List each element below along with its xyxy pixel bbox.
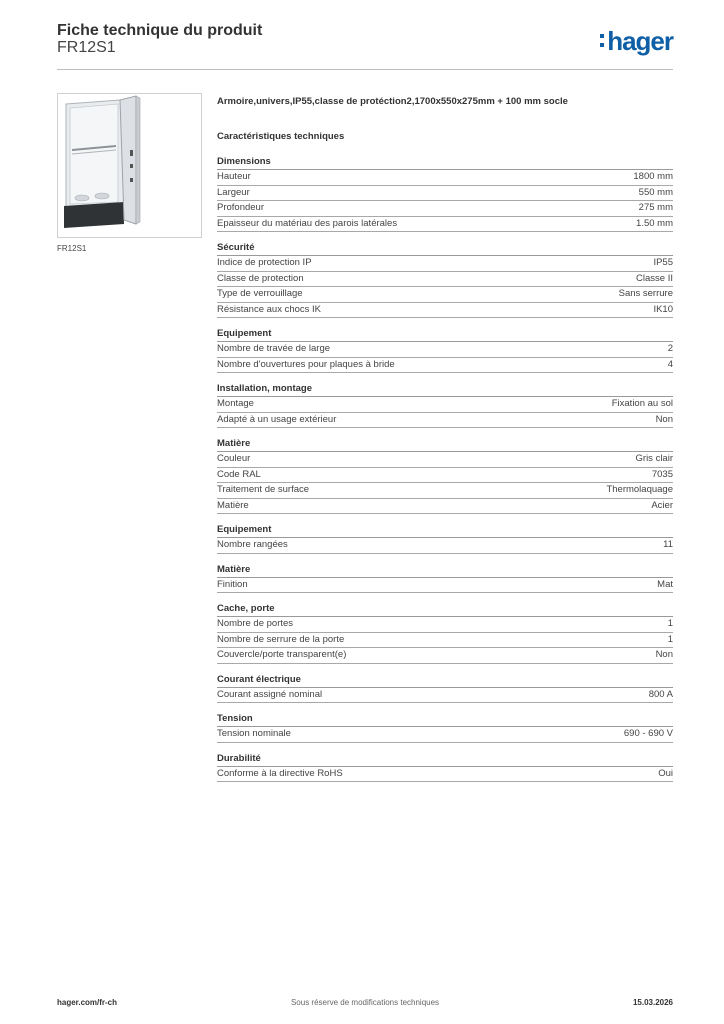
spec-label: Code RAL — [217, 468, 261, 480]
spec-label: Finition — [217, 578, 248, 590]
spec-value: Sans serrure — [618, 288, 673, 299]
spec-label: Nombre de serrure de la porte — [217, 633, 345, 645]
header-divider — [57, 69, 673, 70]
spec-value: 11 — [663, 539, 673, 550]
spec-value: Non — [655, 649, 673, 660]
spec-value: Mat — [657, 578, 673, 590]
spec-row — [217, 256, 673, 272]
spec-label: Adapté à un usage extérieur — [217, 413, 337, 425]
spec-row — [217, 287, 673, 303]
spec-row — [217, 617, 673, 633]
spec-value: 1.50 mm — [636, 217, 673, 229]
spec-label: Montage — [217, 398, 254, 409]
section-title: Cache, porte — [217, 602, 673, 617]
spec-value: 690 - 690 V — [623, 728, 673, 739]
spec-value: 550 mm — [638, 186, 673, 198]
spec-value: Thermolaquage — [606, 484, 673, 495]
spec-value: 1 — [667, 618, 673, 629]
spec-value: 4 — [667, 358, 673, 370]
spec-label: Epaisseur du matériau des parois latérales — [217, 217, 398, 229]
footer-date: 15.03.2026 — [632, 998, 673, 1007]
spec-row — [217, 272, 673, 288]
spec-row — [217, 452, 673, 468]
spec-label: Couleur — [217, 453, 251, 464]
spec-row — [217, 688, 673, 704]
spec-value: 275 mm — [638, 202, 673, 213]
spec-label: Traitement de surface — [217, 484, 310, 495]
spec-value: 2 — [667, 343, 673, 354]
spec-section — [217, 155, 673, 232]
spec-label: Nombre de portes — [217, 618, 294, 629]
spec-value: 800 A — [648, 688, 673, 700]
spec-row — [217, 648, 673, 664]
spec-row — [217, 468, 673, 484]
spec-label: Matière — [217, 499, 249, 511]
section-title: Equipement — [217, 523, 673, 538]
spec-value: 1800 mm — [633, 171, 673, 182]
spec-row — [217, 578, 673, 594]
spec-label: Couvercle/porte transparent(e) — [217, 649, 347, 660]
spec-row — [217, 201, 673, 217]
spec-row — [217, 483, 673, 499]
spec-heading: Caractéristiques techniques — [217, 131, 345, 142]
page-title: Fiche technique du produit — [57, 22, 263, 39]
spec-row — [217, 170, 673, 186]
spec-label: Tension nominale — [217, 728, 291, 739]
spec-value: Fixation au sol — [611, 398, 673, 409]
spec-row — [217, 727, 673, 743]
spec-section — [217, 382, 673, 428]
hager-logo: hager — [600, 26, 673, 57]
logo-dots-icon — [600, 34, 606, 47]
page-header — [57, 22, 673, 70]
spec-value: 7035 — [651, 468, 673, 480]
spec-section — [217, 752, 673, 783]
product-reference: FR12S1 — [57, 39, 116, 56]
spec-value: Acier — [651, 499, 673, 511]
spec-row — [217, 397, 673, 413]
section-title: Equipement — [217, 327, 673, 342]
spec-row — [217, 303, 673, 319]
spec-section — [217, 327, 673, 373]
spec-row — [217, 217, 673, 233]
image-caption: FR12S1 — [57, 244, 87, 253]
spec-row — [217, 342, 673, 358]
spec-label: Nombre d'ouvertures pour plaques à bride — [217, 358, 395, 370]
spec-label: Type de verrouillage — [217, 288, 303, 299]
spec-row — [217, 767, 673, 783]
product-specs — [217, 95, 673, 782]
section-title: Matière — [217, 437, 673, 452]
spec-row — [217, 633, 673, 649]
spec-label: Classe de protection — [217, 272, 304, 284]
spec-sections — [217, 155, 673, 782]
spec-label: Résistance aux chocs IK — [217, 303, 322, 315]
spec-row — [217, 413, 673, 429]
spec-label: Largeur — [217, 186, 250, 198]
spec-section — [217, 437, 673, 514]
section-title: Matière — [217, 563, 673, 578]
spec-label: Nombre rangées — [217, 539, 288, 550]
section-title: Sécurité — [217, 241, 673, 256]
spec-value: IP55 — [653, 257, 673, 268]
footer-disclaimer: Sous réserve de modifications techniques — [290, 998, 440, 1007]
cabinet-illustration — [58, 94, 201, 237]
section-title: Durabilité — [217, 752, 673, 767]
spec-label: Hauteur — [217, 171, 251, 182]
product-image — [57, 93, 202, 238]
spec-value: Non — [655, 413, 673, 425]
section-title: Installation, montage — [217, 382, 673, 397]
section-title: Dimensions — [217, 155, 673, 170]
product-description: Armoire,univers,IP55,classe de protéction2,1700x550x275mm + 100 mm socle — [217, 96, 568, 107]
spec-label: Conforme à la directive RoHS — [217, 767, 343, 779]
spec-value: 1 — [667, 633, 673, 645]
spec-label: Courant assigné nominal — [217, 688, 323, 700]
spec-section — [217, 563, 673, 594]
section-title: Courant électrique — [217, 673, 673, 688]
footer-website: hager.com/fr-ch — [57, 998, 118, 1007]
spec-value: Gris clair — [635, 453, 673, 464]
spec-row — [217, 186, 673, 202]
spec-value: Oui — [658, 767, 673, 779]
spec-value: IK10 — [653, 303, 673, 315]
spec-value: Classe II — [636, 272, 673, 284]
spec-section — [217, 712, 673, 743]
spec-row — [217, 538, 673, 554]
spec-label: Nombre de travée de large — [217, 343, 331, 354]
spec-section — [217, 241, 673, 318]
spec-section — [217, 673, 673, 704]
spec-row — [217, 358, 673, 374]
spec-section — [217, 523, 673, 554]
spec-label: Indice de protection IP — [217, 257, 312, 268]
spec-section — [217, 602, 673, 664]
section-title: Tension — [217, 712, 673, 727]
spec-label: Profondeur — [217, 202, 265, 213]
spec-row — [217, 499, 673, 515]
page-footer — [57, 998, 673, 1010]
